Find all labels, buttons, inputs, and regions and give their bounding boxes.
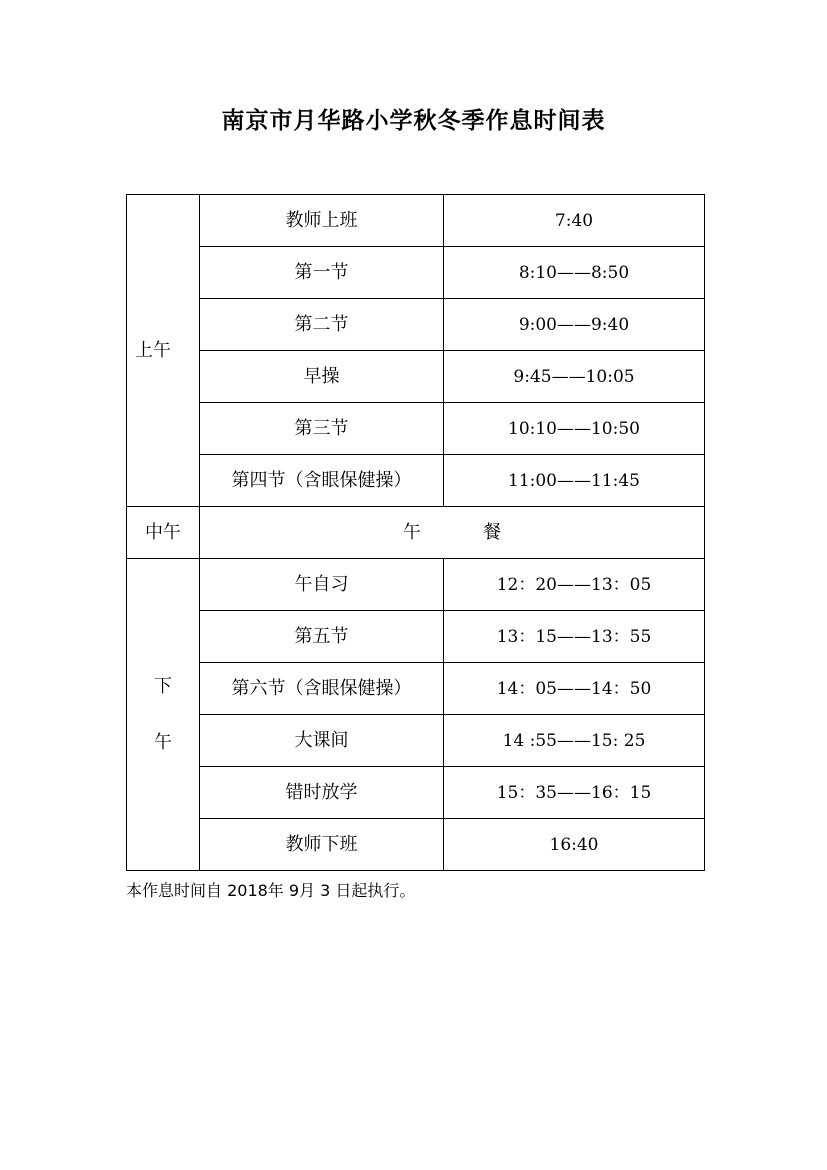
time-cell: 8:10——8:50 bbox=[444, 247, 705, 299]
item-cell: 第二节 bbox=[200, 299, 444, 351]
time-cell: 10:10——10:50 bbox=[444, 403, 705, 455]
table-row bbox=[127, 195, 705, 247]
table-row bbox=[127, 403, 705, 455]
item-cell: 第四节（含眼保健操） bbox=[200, 455, 444, 507]
item-cell: 第一节 bbox=[200, 247, 444, 299]
lunch-text-a: 午 bbox=[403, 521, 421, 543]
lunch-text-b: 餐 bbox=[483, 521, 501, 543]
time-cell: 9:00——9:40 bbox=[444, 299, 705, 351]
time-cell: 13：15——13：55 bbox=[444, 611, 705, 663]
table-row bbox=[127, 611, 705, 663]
time-cell: 14：05——14：50 bbox=[444, 663, 705, 715]
table-row bbox=[127, 767, 705, 819]
period-afternoon-label-b: 午 bbox=[154, 731, 172, 753]
lunch-cell bbox=[200, 507, 705, 559]
item-cell: 教师下班 bbox=[200, 819, 444, 871]
schedule-table bbox=[126, 194, 705, 871]
time-cell: 15：35——16：15 bbox=[444, 767, 705, 819]
table-row bbox=[127, 559, 705, 611]
item-cell: 午自习 bbox=[200, 559, 444, 611]
page-title: 南京市月华路小学秋冬季作息时间表 bbox=[221, 108, 606, 134]
time-cell: 16:40 bbox=[444, 819, 705, 871]
time-cell: 7:40 bbox=[444, 195, 705, 247]
table-row bbox=[127, 715, 705, 767]
table-row bbox=[127, 819, 705, 871]
item-cell: 第三节 bbox=[200, 403, 444, 455]
item-cell: 错时放学 bbox=[200, 767, 444, 819]
item-cell: 教师上班 bbox=[200, 195, 444, 247]
period-afternoon-label-a: 下 bbox=[154, 675, 172, 697]
table-row bbox=[127, 351, 705, 403]
period-morning-label: 上午 bbox=[127, 195, 200, 507]
table-row bbox=[127, 663, 705, 715]
time-cell: 9:45——10:05 bbox=[444, 351, 705, 403]
period-noon-label: 中午 bbox=[127, 507, 200, 559]
item-cell: 第五节 bbox=[200, 611, 444, 663]
time-cell: 14 :55——15: 25 bbox=[444, 715, 705, 767]
table-row bbox=[127, 247, 705, 299]
effective-date-note: 本作息时间自 2018年 9月 3 日起执行。 bbox=[126, 881, 416, 900]
item-cell: 第六节（含眼保健操） bbox=[200, 663, 444, 715]
table-row bbox=[127, 299, 705, 351]
table-row bbox=[127, 507, 705, 559]
lunch-text bbox=[403, 522, 501, 543]
item-cell: 早操 bbox=[200, 351, 444, 403]
period-afternoon-label bbox=[127, 559, 200, 871]
item-cell: 大课间 bbox=[200, 715, 444, 767]
table-row bbox=[127, 455, 705, 507]
time-cell: 11:00——11:45 bbox=[444, 455, 705, 507]
time-cell: 12：20——13：05 bbox=[444, 559, 705, 611]
